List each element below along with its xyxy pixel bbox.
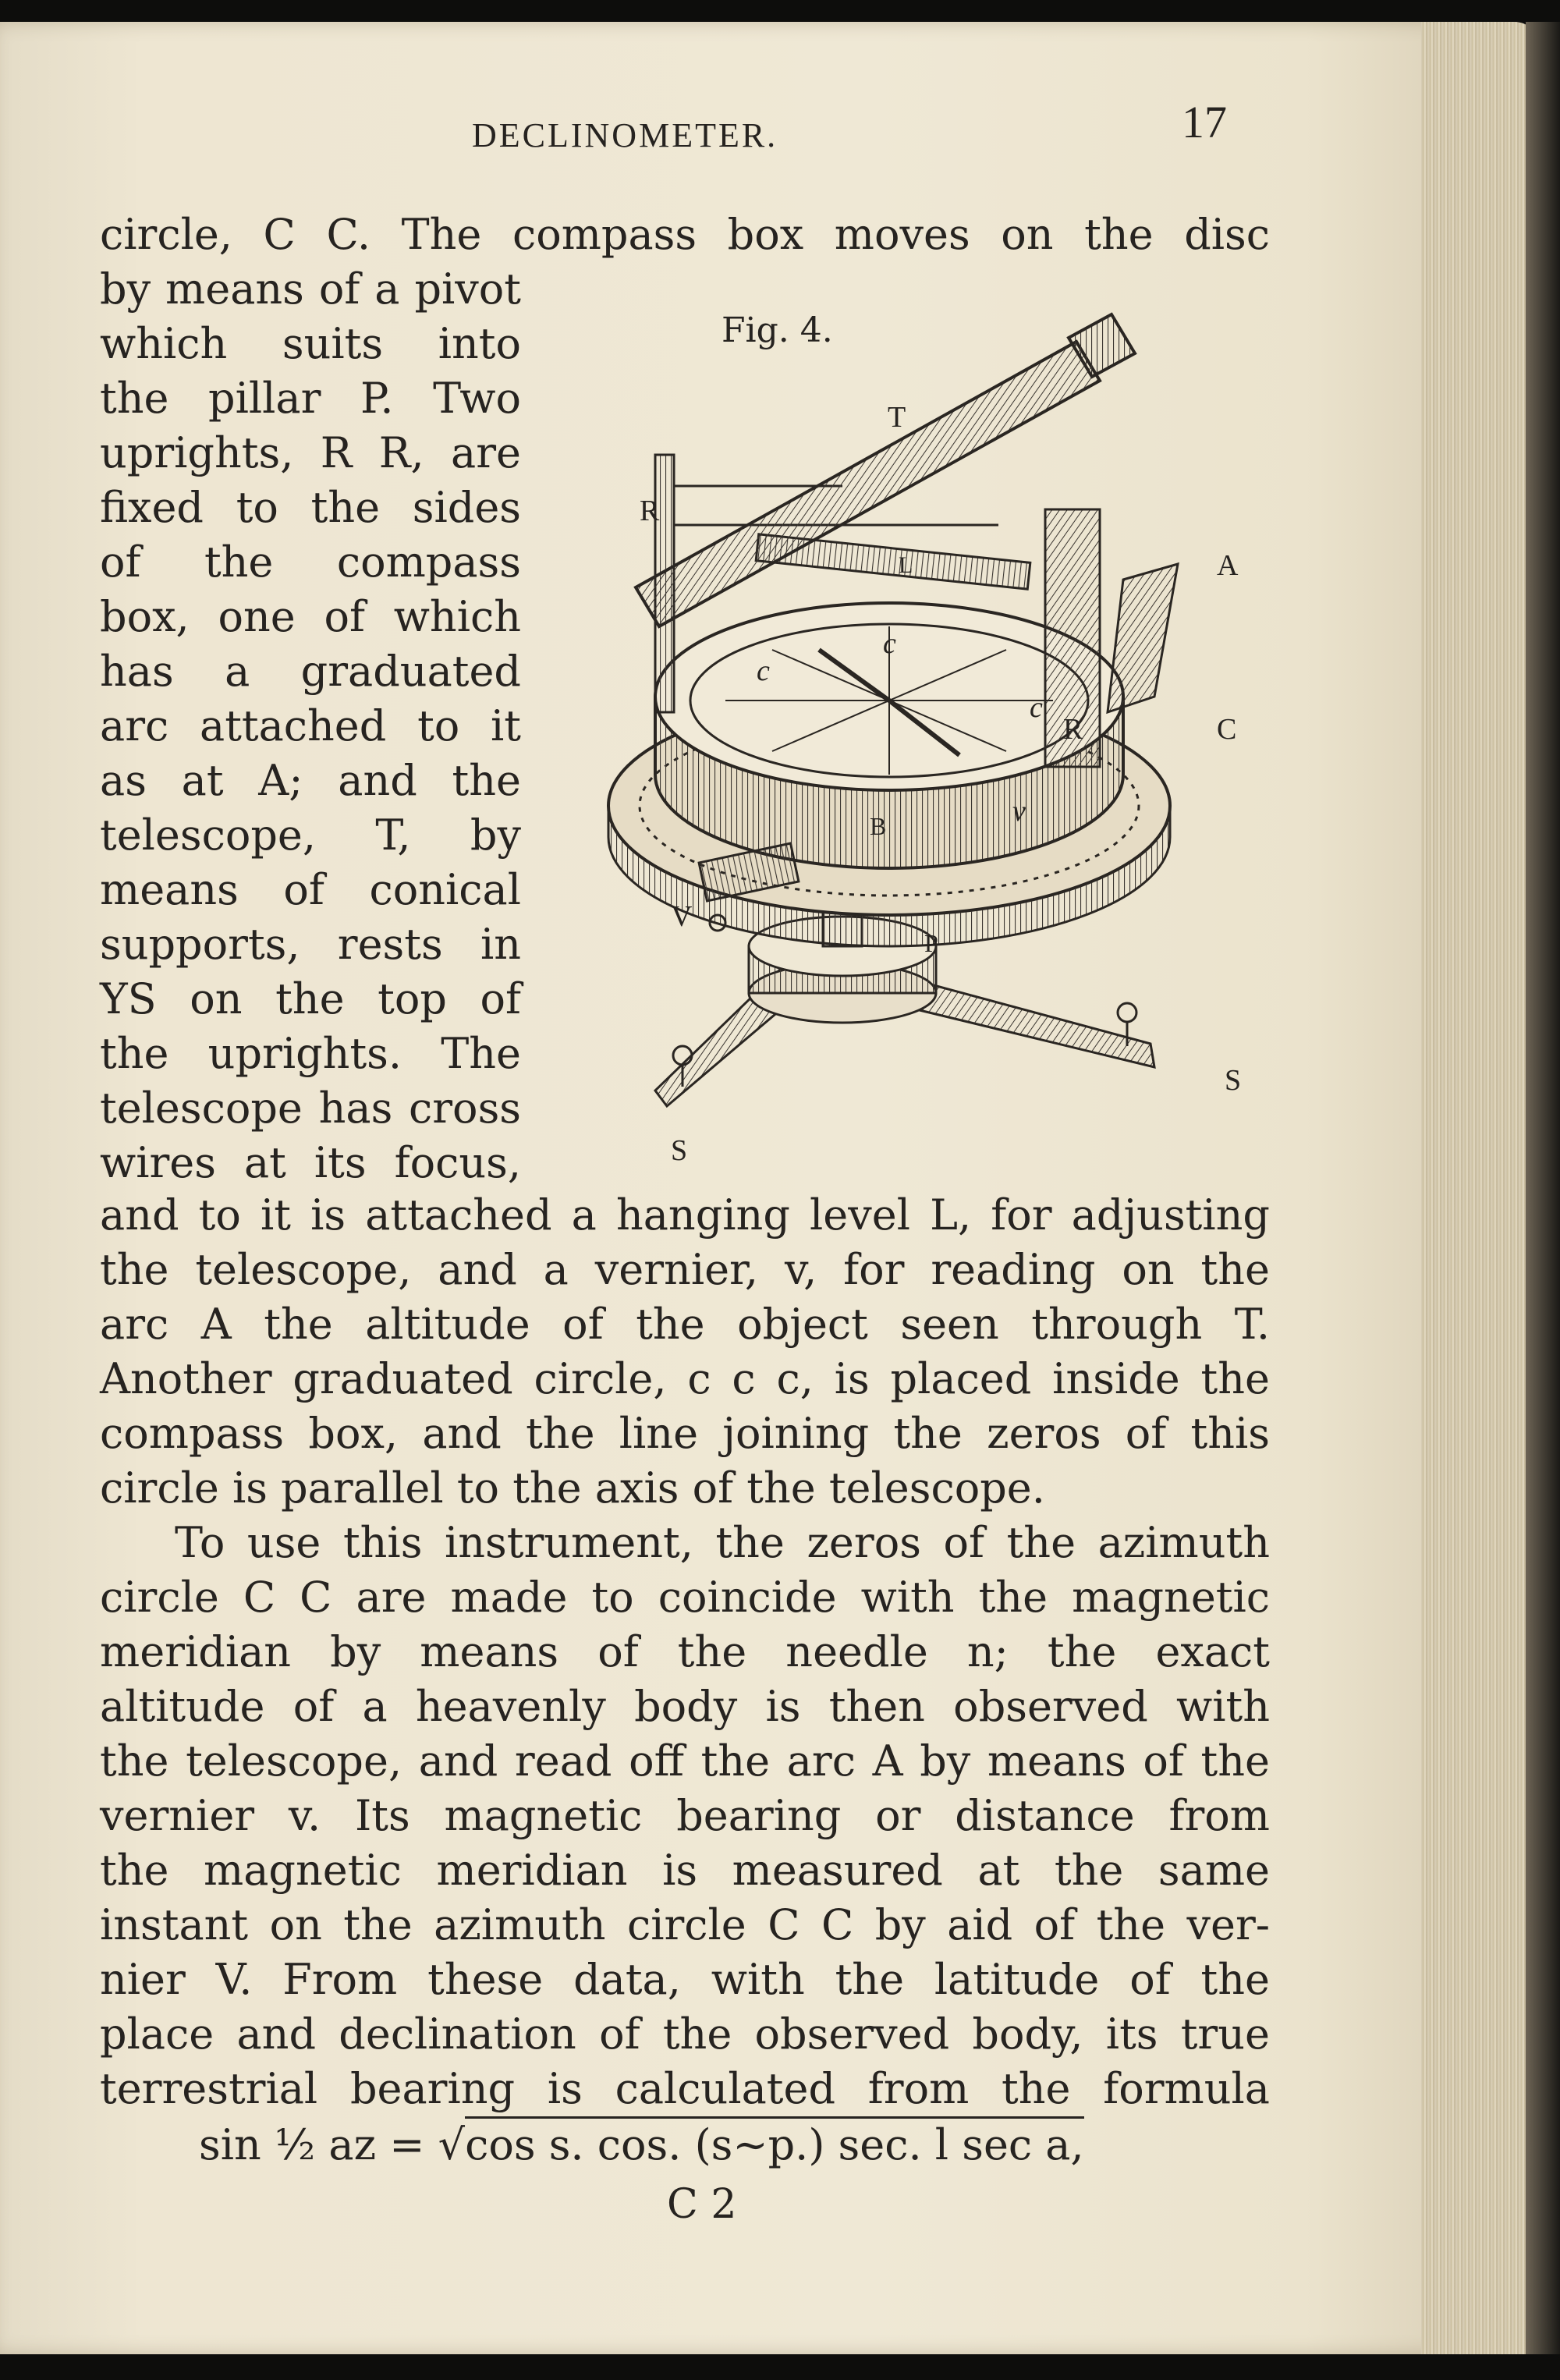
label-level-L: L <box>899 552 913 578</box>
formula-lhs: sin ½ az = <box>199 2120 425 2169</box>
text-line: the telescope, and a vernier, v, for reading on the <box>100 1245 1270 1294</box>
text-line: Another graduated circle, c c c, is placed inside the <box>100 1354 1270 1403</box>
text-line: altitude of a heavenly body is then observed with <box>100 1682 1270 1731</box>
label-inner-circle-c: c <box>1030 691 1043 724</box>
text-line: circle C C are made to coincide with the magnetic <box>100 1573 1270 1622</box>
text-line: the uprights. The <box>100 1029 521 1078</box>
label-telescope-T: T <box>888 401 906 434</box>
binding-shadow <box>1526 22 1560 2354</box>
wrapped-column <box>100 262 521 1190</box>
label-foot-S: S <box>1225 1064 1242 1097</box>
text-line: arc A the altitude of the object seen through T. <box>100 1300 1270 1349</box>
text-line: telescope has cross <box>100 1084 521 1133</box>
label-upright-R: R <box>1063 713 1083 746</box>
text-line: as at A; and the <box>100 756 521 805</box>
text-line: means of conical <box>100 865 521 914</box>
sqrt-symbol: √ <box>438 2120 466 2169</box>
text-line: the pillar P. Two <box>100 374 521 423</box>
text-line: compass box, and the line joining the zeros of this <box>100 1409 1270 1458</box>
text-line: uprights, R R, are <box>100 428 521 477</box>
label-arc-A: A <box>1217 549 1239 582</box>
azimuth-formula <box>199 2120 1084 2169</box>
label-B: B <box>870 812 887 840</box>
top-line <box>100 207 1270 262</box>
text-line: and to it is attached a hanging level L, for adjusting <box>100 1190 1270 1240</box>
text-line: box, one of which <box>100 592 521 641</box>
label-inner-circle-c: c <box>757 654 770 687</box>
signature-mark: C 2 <box>667 2181 737 2228</box>
text-line: circle is parallel to the axis of the telescope. <box>100 1463 1045 1513</box>
text-line: wires at its focus, <box>100 1138 521 1187</box>
label-upright-R: R <box>640 495 660 527</box>
text-line: instant on the azimuth circle C C by aid of the ver- <box>100 1900 1270 1949</box>
text-line: supports, rests in <box>100 920 521 969</box>
formula-radicand: cos s. cos. (s∼p.) sec. l sec a, <box>465 2116 1084 2169</box>
text-line: telescope, T, by <box>100 810 521 860</box>
text-line: vernier v. Its magnetic bearing or distance from <box>100 1791 1270 1840</box>
text-line: the telescope, and read off the arc A by means of the <box>100 1736 1270 1786</box>
text-line: meridian by means of the needle n; the exact <box>100 1627 1270 1676</box>
text-line: the magnetic meridian is measured at the same <box>100 1846 1270 1895</box>
declinometer-illustration <box>562 307 1287 1184</box>
page-number: 17 <box>1182 97 1227 147</box>
label-pillar-P: P <box>924 929 938 957</box>
text-line: To use this instrument, the zeros of the azimuth <box>175 1518 1270 1567</box>
book-page <box>0 22 1451 2354</box>
text-line: fixed to the sides <box>100 483 521 532</box>
text-line: by means of a pivot <box>100 264 521 314</box>
text-line: nier V. From these data, with the latitude of the <box>100 1955 1270 2004</box>
text-line: place and declination of the observed body, its true <box>100 2009 1270 2059</box>
figure-caption: Fig. 4. <box>722 310 833 350</box>
text-line: YS on the top of <box>100 974 521 1023</box>
page-edges <box>1421 22 1538 2354</box>
text-line: of the compass <box>100 537 521 587</box>
running-head: DECLINOMETER. <box>472 116 778 154</box>
text-line: terrestrial bearing is calculated from the formula <box>100 2064 1270 2113</box>
label-azimuth-circle-C: C <box>1217 713 1237 746</box>
label-vernier-v: v <box>1012 795 1026 828</box>
text-line: circle, C C. The compass box moves on the disc <box>100 210 1270 259</box>
text-line: arc attached to it <box>100 701 521 750</box>
label-foot-S: S <box>671 1134 688 1167</box>
paragraph-description <box>100 1188 1270 1516</box>
text-line: has a graduated <box>100 647 521 696</box>
label-inner-circle-c: c <box>883 627 896 660</box>
declinometer-figure <box>562 307 1287 1184</box>
paragraph-usage <box>100 1516 1270 2116</box>
label-vernier-V: V <box>671 900 693 933</box>
text-line: which suits into <box>100 319 521 368</box>
